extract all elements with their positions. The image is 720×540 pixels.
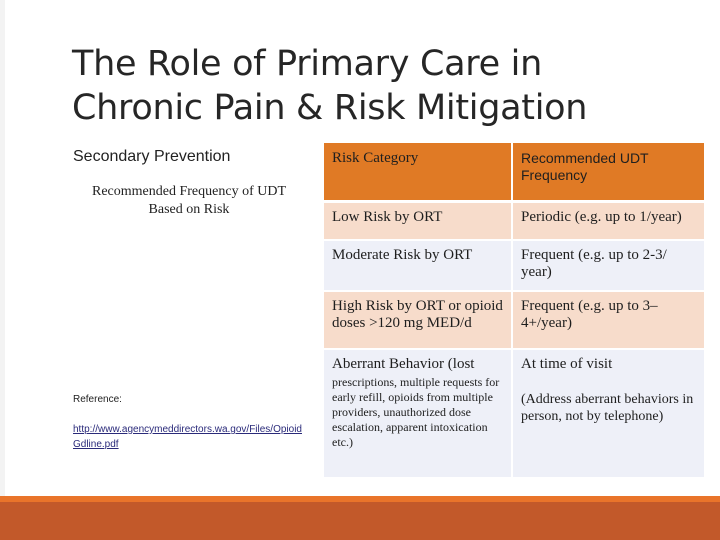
table-row: [324, 349, 704, 477]
risk-category-cell: High Risk by ORT or opioid doses >120 mg MED/d: [324, 291, 512, 349]
table-row: [324, 240, 704, 291]
frequency-cell: [512, 349, 704, 477]
header-recommended-frequency: Recommended UDT Frequency: [512, 143, 704, 202]
table-header-row: [324, 143, 704, 202]
risk-category-cell: Low Risk by ORT: [324, 202, 512, 240]
reference-link[interactable]: http://www.agencymeddirectors.wa.gov/Files/OpioidGdline.pdf: [73, 424, 302, 450]
slide-subtitle: Secondary Prevention: [73, 148, 231, 165]
table-row: [324, 202, 704, 240]
frequency-note: (Address aberrant behaviors in person, not by telephone): [521, 391, 694, 424]
table-row: [324, 291, 704, 349]
risk-category-title: Aberrant Behavior (lost: [332, 355, 475, 372]
risk-category-cell: [324, 349, 512, 477]
footer-bar: [0, 502, 720, 540]
frequency-value: At time of visit: [521, 355, 613, 372]
risk-category-cell: Moderate Risk by ORT: [324, 240, 512, 291]
slide-title: The Role of Primary Care in Chronic Pain & Risk Mitigation: [72, 44, 588, 128]
left-edge-rule: [0, 0, 5, 496]
risk-table: [324, 143, 704, 477]
reference-label: Reference:: [73, 394, 122, 405]
risk-category-detail: prescriptions, multiple requests for early refill, opioids from multiple providers, unauthorized dose escalation, apparent intoxication etc.): [332, 374, 500, 449]
header-risk-category: Risk Category: [324, 143, 512, 202]
udt-frequency-note: Recommended Frequency of UDT Based on Risk: [92, 184, 286, 217]
frequency-cell: Frequent (e.g. up to 2-3/ year): [512, 240, 704, 291]
frequency-cell: Periodic (e.g. up to 1/year): [512, 202, 704, 240]
frequency-cell: Frequent (e.g. up to 3–4+/year): [512, 291, 704, 349]
